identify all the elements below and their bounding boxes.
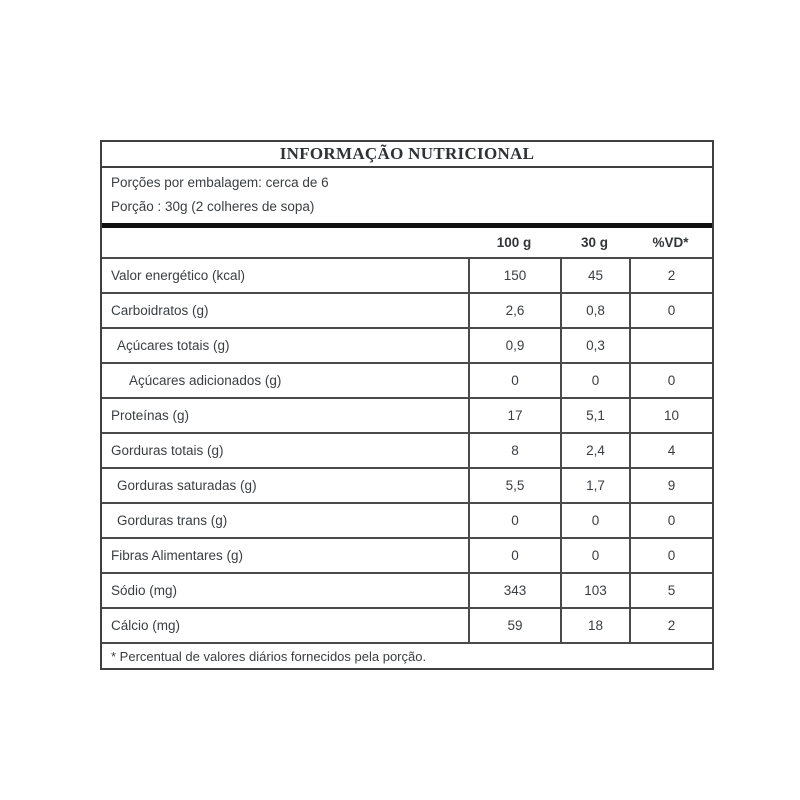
table-row-carboidratos [102, 292, 712, 327]
row-value-100g: 0,9 [468, 329, 560, 362]
row-label: Valor energético (kcal) [111, 268, 246, 283]
nutrition-facts-table [100, 140, 714, 670]
footnote: * Percentual de valores diários fornecidos pela porção. [102, 642, 712, 668]
row-value-30g: 0 [560, 364, 629, 397]
row-value-30g: 103 [560, 574, 629, 607]
table-row-acucares-totais [102, 327, 712, 362]
table-row-proteinas [102, 397, 712, 432]
row-value-100g: 343 [468, 574, 560, 607]
table-row-gorduras-saturadas [102, 467, 712, 502]
row-label: Gorduras saturadas (g) [117, 478, 257, 493]
row-value-30g: 0 [560, 539, 629, 572]
row-value-vd: 0 [629, 539, 712, 572]
row-label: Gorduras totais (g) [111, 443, 224, 458]
table-row-fibras [102, 537, 712, 572]
column-header-vd: %VD* [652, 235, 689, 250]
row-label: Gorduras trans (g) [117, 513, 228, 528]
row-value-vd: 5 [629, 574, 712, 607]
row-value-30g: 0,3 [560, 329, 629, 362]
table-title: INFORMAÇÃO NUTRICIONAL [102, 142, 712, 168]
column-header-100g: 100 g [496, 235, 532, 250]
serving-size-text: Porção : 30g (2 colheres de sopa) [111, 199, 315, 214]
row-value-vd: 0 [629, 504, 712, 537]
row-value-vd: 0 [629, 294, 712, 327]
row-value-vd: 0 [629, 364, 712, 397]
row-label: Fibras Alimentares (g) [111, 548, 244, 563]
row-label: Sódio (mg) [111, 583, 178, 598]
column-header-row [102, 228, 712, 257]
row-value-vd: 4 [629, 434, 712, 467]
table-row-gorduras-totais [102, 432, 712, 467]
table-row-calcio [102, 607, 712, 642]
row-value-30g: 5,1 [560, 399, 629, 432]
row-value-vd: 10 [629, 399, 712, 432]
servings-per-package-text: Porções por embalagem: cerca de 6 [111, 175, 329, 190]
row-value-vd: 9 [629, 469, 712, 502]
serving-info [102, 168, 712, 223]
row-label: Açúcares adicionados (g) [129, 373, 282, 388]
row-value-30g: 18 [560, 609, 629, 642]
table-row-gorduras-trans [102, 502, 712, 537]
row-value-100g: 17 [468, 399, 560, 432]
column-header-30g: 30 g [580, 235, 608, 250]
row-value-100g: 8 [468, 434, 560, 467]
row-value-vd: 2 [629, 259, 712, 292]
row-value-100g: 0 [468, 504, 560, 537]
row-value-30g: 1,7 [560, 469, 629, 502]
row-value-30g: 0,8 [560, 294, 629, 327]
row-value-100g: 59 [468, 609, 560, 642]
row-value-100g: 150 [468, 259, 560, 292]
row-value-100g: 2,6 [468, 294, 560, 327]
table-row-acucares-adicionados [102, 362, 712, 397]
table-row-sodio [102, 572, 712, 607]
row-label: Carboidratos (g) [111, 303, 209, 318]
row-label: Cálcio (mg) [111, 618, 181, 633]
row-value-100g: 5,5 [468, 469, 560, 502]
row-label: Açúcares totais (g) [117, 338, 230, 353]
row-value-30g: 0 [560, 504, 629, 537]
row-value-100g: 0 [468, 364, 560, 397]
row-value-100g: 0 [468, 539, 560, 572]
row-value-vd [629, 329, 712, 362]
table-row-valor-energetico [102, 257, 712, 292]
row-value-30g: 2,4 [560, 434, 629, 467]
row-value-30g: 45 [560, 259, 629, 292]
row-value-vd: 2 [629, 609, 712, 642]
row-label: Proteínas (g) [111, 408, 190, 423]
